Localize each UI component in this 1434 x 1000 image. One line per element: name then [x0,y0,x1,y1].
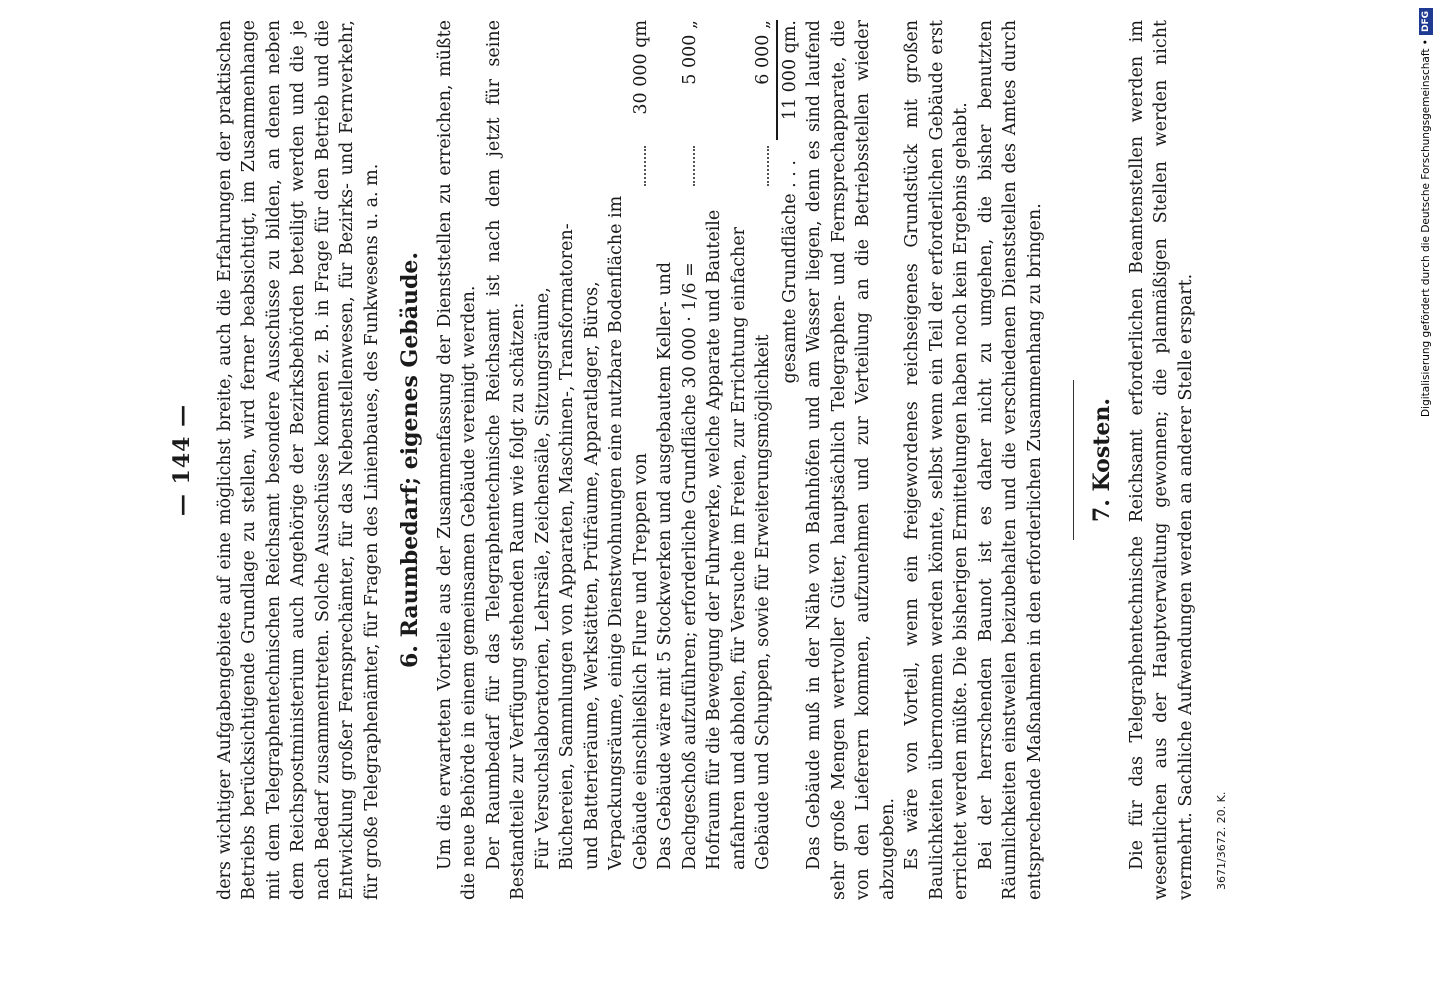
section-6-intro: Um die erwarteten Vorteile aus der Zusammenfassung der Dienststellen zu erreichen, müßte die neue Behörde in einem gemeinsamen Gebäude vereinigt werden. [434,20,479,900]
requirement-value: 6 000 „ [753,20,773,85]
requirement-text: Das Gebäude wäre mit 5 Stockwerken und ausgebautem Keller- und Dachgeschoß aufzuführen; erforderliche Grundfläche 30 000 · 1/6 = [655,261,700,870]
dot-leader [644,146,646,186]
requirement-text: Für Versuchslaboratorien, Lehrsäle, Zeichensäle, Sitzungsräume, Büchereien, Sammlungen von Apparaten, Maschinen-, Transformatoren- und Batterieräume, Werkstätten, Prüfräume, Apparatlager, Büros, Verpackungsräume, einige Dienstwohnungen eine nutzbare Bodenfläche im Gebäude einschließlich Flure und Treppen von [532,195,651,870]
location-paragraph: Das Gebäude muß in der Nähe von Bahnhöfen und am Wasser liegen, denn es sind laufend sehr große Mengen wertvoller Güter, hauptsächlich Telegraphen- und Fernsprechapparate, die von den Lieferern kommen, aufzunehmen und zur Verteilung an die Betriebsstellen wieder abzugeben. [804,20,898,900]
total-value: 11 000 qm. [779,20,800,121]
requirement-row [531,20,654,870]
requirement-row [702,20,776,870]
requirement-value: 30 000 qm [630,20,651,115]
funding-credit-strip [1416,8,1434,417]
section-7-heading: 7. Kosten. [1089,397,1115,523]
property-paragraph: Es wäre von Vorteil, wenn ein freigewordenes reichseigenes Grundstück mit großen Baulichkeiten übernommen werden könnte, selbst wenn ein Teil der erforderlichen Gebäude erst errichtet werden müßte. Die bisherigen Ermittelungen haben noch kein Ergebnis gehabt. [902,20,971,900]
requirement-row [653,20,702,870]
requirement-value: 5 000 „ [679,20,700,85]
requirement-text: Hofraum für die Bewegung der Fuhrwerke, welche Apparate und Bauteile anfahren und abholen, für Versuche im Freien, zur Errichtung einfacher Gebäude und Schuppen, sowie für Erweiterungsmöglichkeit [704,209,773,870]
section-divider [1073,380,1074,540]
dfg-logo: DFG [1419,8,1433,35]
building-shortage-paragraph: Bei der herrschenden Baunot ist es daher nicht zu umgehen, die bisher benutzten Räumlichkeiten einstweilen beizubehalten und die verschiedenen Dienststellen des Amtes durch entsprechende Maßnahmen in den erforderlichen Zusammenhang zu bringen. [975,20,1045,900]
funding-credit-text: Digitalisierung gefördert durch die Deutsche Forschungsgemeinschaft • [1420,39,1432,417]
section-6-intro-2: Der Raumbedarf für das Telegraphentechnische Reichsamt ist nach dem jetzt für seine Bestandteile zur Verfügung stehenden Raum wie folgt zu schätzen: [483,20,528,900]
print-reference: 3671/3672. 20. K. [1215,791,1228,890]
section-6-heading: 6. Raumbedarf; eigenes Gebäude. [397,251,423,669]
dot-leader [693,146,695,186]
dot-leader [767,146,769,186]
page-number: — 144 — [169,403,195,517]
space-requirements-list [531,20,803,870]
total-row [778,20,803,870]
total-label: gesamte Grundfläche . . . [779,160,800,384]
document-page [169,20,1228,900]
opening-paragraph: ders wichtiger Aufgabengebiete auf eine möglichst breite, auch die Erfahrungen der praktischen Betriebs berücksichtigende Grundlage zu stellen, wird ferner beabsichtigt, im Zusammenhange mit dem Telegraphentechnischen Reichsamt besondere Ausschüsse zu bilden, an denen neben dem Reichspostministerium auch Angehörige der Bezirksbehörden beteiligt werden und die je nach Bedarf zusammentreten. Solche Ausschüsse kommen z. B. in Frage für den Betrieb und die Entwicklung großer Fernsprechämter, für das Nebenstellenwesen, für Bezirks- und Fernverkehr, für große Telegraphenämter, für Fragen des Linienbaues, des Funkwesens u. a. m. [214,20,382,900]
costs-paragraph: Die für das Telegraphentechnische Reichsamt erforderlichen Beamtenstellen werden im wesentlichen aus der Hauptverwaltung gewonnen; die planmäßigen Stellen werden nicht vermehrt. Sachliche Aufwendungen werden an anderer Stelle erspart. [1126,20,1196,900]
